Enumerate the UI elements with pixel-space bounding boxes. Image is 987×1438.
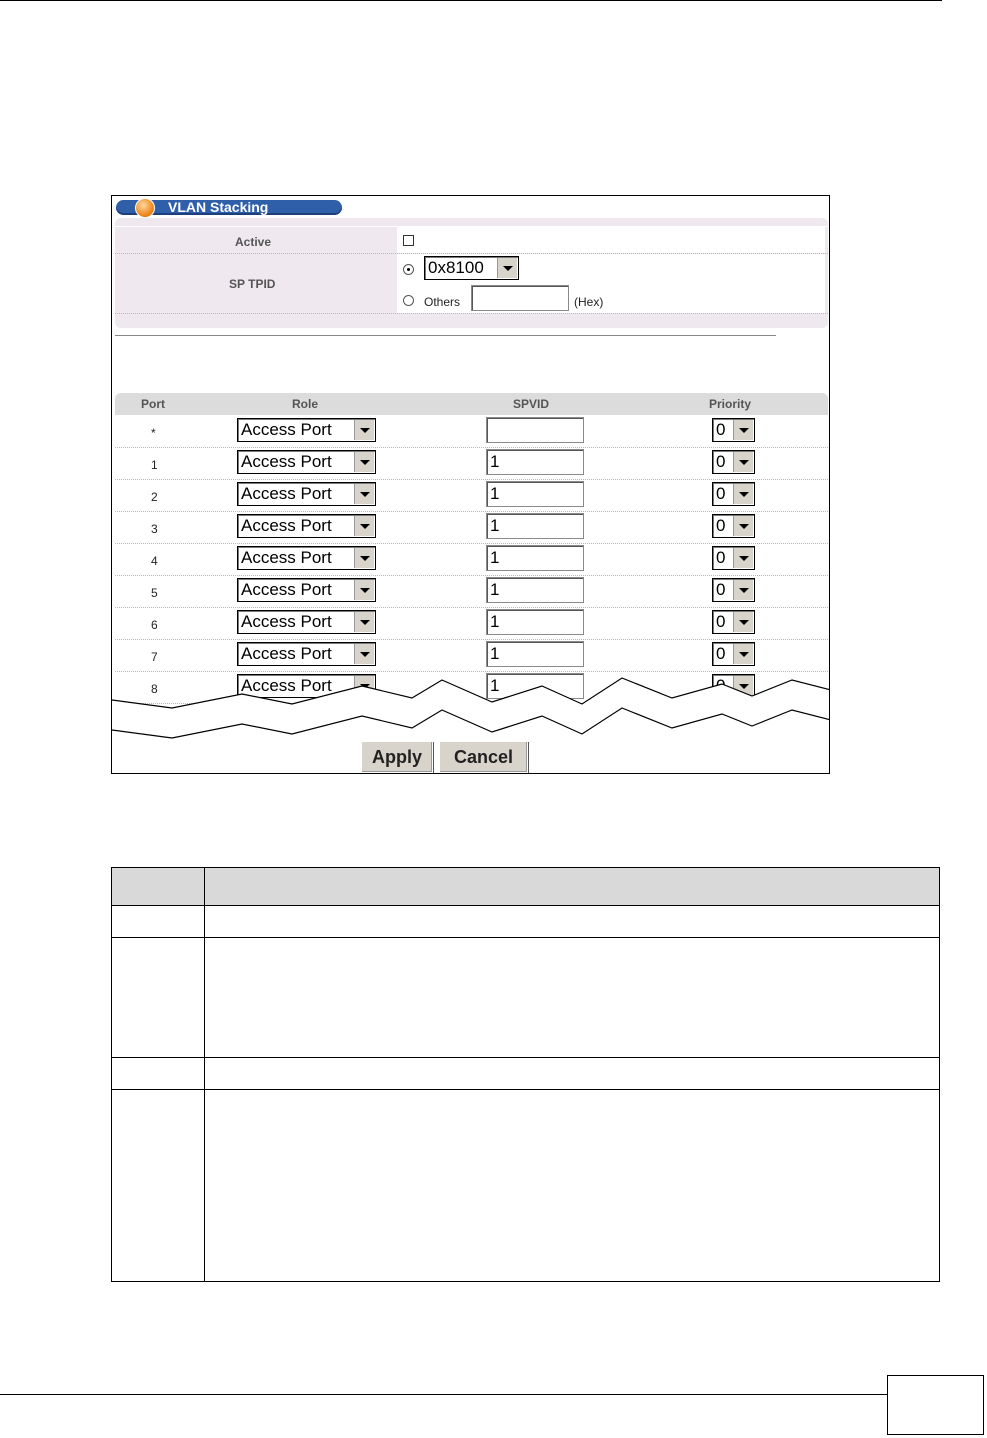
description-table-header — [112, 868, 939, 906]
priority-select-value: 0 — [716, 612, 726, 631]
port-number: 8 — [151, 682, 158, 696]
priority-select-value: 0 — [716, 452, 726, 471]
panel-title: VLAN Stacking — [168, 199, 269, 215]
chevron-down-icon — [497, 258, 517, 278]
spvid-header: SPVID — [513, 397, 550, 411]
table-row — [115, 640, 828, 672]
role-select[interactable] — [237, 514, 376, 538]
priority-select-value: 0 — [716, 580, 726, 599]
chevron-down-icon — [733, 580, 753, 600]
spvid-input[interactable]: 1 — [486, 481, 584, 507]
spvid-input[interactable]: 1 — [486, 609, 584, 635]
chevron-down-icon — [733, 612, 753, 632]
port-number: 7 — [151, 650, 158, 664]
chevron-down-icon — [733, 420, 753, 440]
cancel-button[interactable]: Cancel — [439, 741, 528, 773]
port-number: * — [151, 426, 156, 440]
role-select-value: Access Port — [241, 644, 332, 663]
port-header: Port — [141, 397, 165, 411]
spvid-input[interactable]: 1 — [486, 577, 584, 603]
port-number: 2 — [151, 490, 158, 504]
table-row-divider — [112, 1057, 939, 1058]
description-table — [111, 867, 940, 1282]
priority-select-value: 0 — [716, 516, 726, 535]
table-row — [115, 576, 828, 608]
table-row-divider — [112, 937, 939, 938]
port-number: 4 — [151, 554, 158, 568]
tpid-select[interactable] — [424, 256, 519, 280]
role-select[interactable] — [237, 642, 376, 666]
port-number: 1 — [151, 458, 158, 472]
role-select-value: Access Port — [241, 420, 332, 439]
chevron-down-icon — [354, 612, 374, 632]
table-row — [115, 512, 828, 544]
table-row-divider — [112, 1089, 939, 1090]
spvid-input[interactable]: 1 — [486, 449, 584, 475]
active-checkbox[interactable] — [403, 235, 414, 246]
priority-select[interactable] — [712, 642, 755, 666]
chevron-down-icon — [733, 548, 753, 568]
priority-select[interactable] — [712, 610, 755, 634]
table-column-divider — [204, 868, 205, 1281]
priority-select-value: 0 — [716, 484, 726, 503]
table-row — [115, 608, 828, 640]
chevron-down-icon — [733, 484, 753, 504]
role-select-value: Access Port — [241, 612, 332, 631]
tpid-select-value: 0x8100 — [428, 258, 484, 277]
chevron-down-icon — [354, 644, 374, 664]
priority-select[interactable] — [712, 482, 755, 506]
table-row — [115, 416, 828, 448]
priority-select-value: 0 — [716, 644, 726, 663]
panel-title-bar — [116, 200, 342, 215]
chevron-down-icon — [733, 452, 753, 472]
role-select[interactable] — [237, 482, 376, 506]
table-row — [115, 448, 828, 480]
role-select-value: Access Port — [241, 484, 332, 503]
role-header: Role — [292, 397, 319, 411]
priority-select-value: 0 — [716, 548, 726, 567]
role-select-value: Access Port — [241, 548, 332, 567]
priority-header: Priority — [709, 397, 752, 411]
page-number-box — [887, 1375, 984, 1435]
sp-tpid-label: SP TPID — [229, 277, 276, 291]
role-select[interactable] — [237, 418, 376, 442]
page-bottom-rule — [0, 1394, 887, 1395]
active-value-cell — [397, 226, 825, 253]
port-number: 5 — [151, 586, 158, 600]
table-row — [115, 544, 828, 576]
spvid-input[interactable]: 1 — [486, 673, 584, 699]
chevron-down-icon — [354, 484, 374, 504]
others-hex-input[interactable] — [471, 285, 569, 311]
role-select-value: Access Port — [241, 452, 332, 471]
chevron-down-icon — [354, 548, 374, 568]
priority-select[interactable] — [712, 546, 755, 570]
role-select[interactable] — [237, 546, 376, 570]
priority-select-value: 0 — [716, 420, 726, 439]
role-select-value: Access Port — [241, 580, 332, 599]
chevron-down-icon — [733, 516, 753, 536]
vlan-stacking-screenshot — [111, 195, 830, 774]
port-number: 6 — [151, 618, 158, 632]
spvid-input[interactable]: 1 — [486, 545, 584, 571]
page-top-rule — [0, 0, 942, 1]
tpid-others-radio[interactable] — [403, 295, 414, 306]
chevron-down-icon — [354, 420, 374, 440]
role-select[interactable] — [237, 610, 376, 634]
orb-icon — [135, 198, 155, 218]
role-select-value: Access Port — [241, 676, 332, 695]
separator-line — [115, 335, 776, 336]
chevron-down-icon — [733, 644, 753, 664]
chevron-down-icon — [354, 452, 374, 472]
role-select[interactable] — [237, 578, 376, 602]
tpid-preset-radio[interactable] — [403, 264, 414, 275]
priority-select[interactable] — [712, 514, 755, 538]
priority-select[interactable] — [712, 578, 755, 602]
role-select[interactable] — [237, 450, 376, 474]
role-select-value: Access Port — [241, 516, 332, 535]
apply-button[interactable]: Apply — [361, 741, 433, 773]
table-row — [115, 480, 828, 512]
active-label: Active — [235, 235, 272, 249]
hex-label: (Hex) — [574, 295, 604, 309]
chevron-down-icon — [354, 516, 374, 536]
port-number: 3 — [151, 522, 158, 536]
spvid-input[interactable]: 1 — [486, 641, 584, 667]
spvid-input[interactable]: 1 — [486, 513, 584, 539]
chevron-down-icon — [354, 580, 374, 600]
priority-select[interactable] — [712, 450, 755, 474]
spvid-input[interactable] — [486, 417, 584, 443]
port-table-header — [115, 393, 828, 415]
priority-select[interactable] — [712, 418, 755, 442]
others-label: Others — [424, 295, 461, 309]
